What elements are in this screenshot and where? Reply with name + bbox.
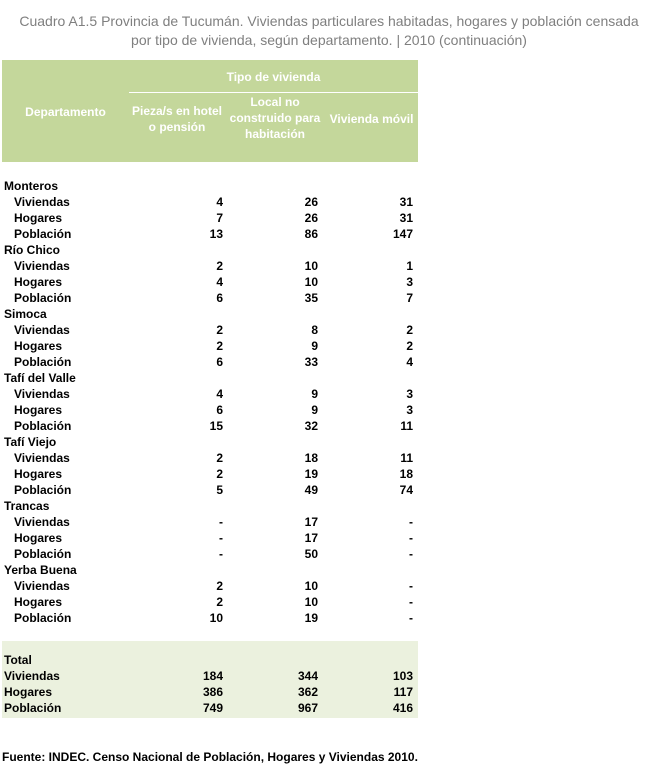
total-label: Total — [4, 653, 32, 667]
cell-value: 4 — [216, 387, 223, 401]
row-label: Viviendas — [14, 259, 70, 273]
cell-value: 17 — [304, 531, 318, 545]
title-line-1: Cuadro A1.5 Provincia de Tucumán. Viviendas particulares habitadas, hogares y población censada — [19, 13, 639, 29]
cell-value: 4 — [406, 355, 413, 369]
row-label: Hogares — [14, 211, 63, 225]
department-name: Tafí del Valle — [4, 371, 76, 385]
table-row — [2, 466, 418, 482]
cell-value: 31 — [399, 195, 413, 209]
department-name: Simoca — [4, 307, 47, 321]
cell-value: 2 — [216, 579, 223, 593]
table-row — [2, 322, 418, 338]
department-row — [2, 562, 418, 578]
cell-value: 749 — [202, 701, 223, 715]
row-label: Población — [4, 701, 62, 715]
row-label: Hogares — [4, 685, 53, 699]
cell-value: 11 — [400, 419, 413, 433]
total-header-row — [2, 652, 418, 668]
total-rows — [2, 652, 418, 716]
table-row — [2, 418, 418, 434]
table-row — [2, 226, 418, 242]
table-row — [2, 530, 418, 546]
cell-value: 416 — [392, 701, 413, 715]
row-label: Hogares — [14, 467, 63, 481]
cell-value: 10 — [304, 275, 318, 289]
cell-value: 32 — [304, 419, 318, 433]
cell-value: - — [409, 611, 413, 625]
cell-value: 2 — [406, 323, 413, 337]
cell-value: 8 — [311, 323, 318, 337]
row-label: Viviendas — [14, 451, 70, 465]
department-row — [2, 370, 418, 386]
cell-value: 10 — [209, 611, 223, 625]
department-name: Tafí Viejo — [4, 435, 57, 449]
cell-value: 2 — [216, 451, 223, 465]
cell-value: 2 — [216, 339, 223, 353]
cell-value: 2 — [216, 259, 223, 273]
total-row — [2, 668, 418, 684]
header-col-local: Local no construido para habitación — [229, 95, 321, 141]
row-label: Hogares — [14, 275, 63, 289]
cell-value: 3 — [406, 275, 413, 289]
cell-value: - — [409, 595, 413, 609]
title-line-2: por tipo de vivienda, según departamento. | 2010 (continuación) — [131, 32, 527, 48]
header-col-pieza: Pieza/s en hotel o pensión — [131, 104, 223, 134]
department-row — [2, 498, 418, 514]
row-label: Hogares — [14, 595, 63, 609]
cell-value: 184 — [202, 669, 223, 683]
cell-value: - — [219, 515, 223, 529]
department-name: Río Chico — [4, 243, 60, 257]
table-row — [2, 546, 418, 562]
cell-value: 33 — [304, 355, 318, 369]
header-group-label: Tipo de vivienda — [226, 70, 321, 84]
cell-value: 19 — [304, 611, 318, 625]
cell-value: 2 — [216, 595, 223, 609]
cell-value: 26 — [304, 211, 318, 225]
table-row — [2, 402, 418, 418]
cell-value: 49 — [304, 483, 318, 497]
table-row — [2, 274, 418, 290]
header-departamento: Departamento — [25, 105, 106, 119]
cell-value: 117 — [393, 685, 413, 699]
cell-value: 9 — [311, 339, 318, 353]
cell-value: 74 — [399, 483, 413, 497]
cell-value: 6 — [216, 403, 223, 417]
cell-value: 10 — [304, 259, 318, 273]
table-header — [2, 60, 418, 162]
cell-value: 1 — [406, 259, 413, 273]
cell-value: 10 — [304, 579, 318, 593]
cell-value: 50 — [304, 547, 318, 561]
cell-value: 4 — [216, 275, 223, 289]
cell-value: 967 — [297, 701, 318, 715]
department-row — [2, 434, 418, 450]
cell-value: 2 — [216, 467, 223, 481]
row-label: Población — [14, 355, 72, 369]
cell-value: 344 — [297, 669, 318, 683]
department-row — [2, 178, 418, 194]
table-row — [2, 386, 418, 402]
cell-value: 31 — [399, 211, 413, 225]
row-label: Población — [14, 483, 72, 497]
table-row — [2, 354, 418, 370]
table-title — [0, 12, 658, 50]
table-row — [2, 482, 418, 498]
total-row — [2, 700, 418, 716]
table-row — [2, 194, 418, 210]
row-label: Viviendas — [4, 669, 60, 683]
cell-value: 362 — [297, 685, 318, 699]
table-row — [2, 338, 418, 354]
table-row — [2, 578, 418, 594]
table-row — [2, 514, 418, 530]
cell-value: 17 — [304, 515, 318, 529]
cell-value: 13 — [209, 227, 223, 241]
cell-value: 5 — [216, 483, 223, 497]
cell-value: 103 — [392, 669, 413, 683]
department-name: Yerba Buena — [4, 563, 77, 577]
table-row — [2, 594, 418, 610]
cell-value: 2 — [216, 323, 223, 337]
cell-value: 26 — [304, 195, 318, 209]
cell-value: 35 — [304, 291, 318, 305]
department-row — [2, 306, 418, 322]
row-label: Hogares — [14, 339, 63, 353]
cell-value: 386 — [202, 685, 223, 699]
table-row — [2, 450, 418, 466]
cell-value: 3 — [406, 387, 413, 401]
row-label: Hogares — [14, 403, 63, 417]
header-col-movil: Vivienda móvil — [329, 112, 414, 126]
row-label: Población — [14, 611, 72, 625]
table-row — [2, 610, 418, 626]
cell-value: 7 — [216, 211, 223, 225]
cell-value: 9 — [311, 403, 318, 417]
cell-value: 9 — [311, 387, 318, 401]
row-label: Población — [14, 291, 72, 305]
cell-value: 11 — [400, 451, 413, 465]
cell-value: 15 — [209, 419, 223, 433]
row-label: Viviendas — [14, 323, 70, 337]
cell-value: - — [409, 547, 413, 561]
cell-value: 147 — [392, 227, 413, 241]
row-label: Viviendas — [14, 387, 70, 401]
table-row — [2, 258, 418, 274]
row-label: Población — [14, 547, 72, 561]
cell-value: 18 — [304, 451, 318, 465]
cell-value: 4 — [216, 195, 223, 209]
department-name: Trancas — [4, 499, 50, 513]
cell-value: 3 — [406, 403, 413, 417]
department-name: Monteros — [4, 179, 58, 193]
cell-value: 2 — [406, 339, 413, 353]
row-label: Población — [14, 419, 72, 433]
row-label: Viviendas — [14, 579, 70, 593]
row-label: Viviendas — [14, 195, 70, 209]
table-body — [2, 178, 418, 626]
row-label: Viviendas — [14, 515, 70, 529]
cell-value: 6 — [216, 355, 223, 369]
cell-value: - — [409, 515, 413, 529]
source-note: Fuente: INDEC. Censo Nacional de Población, Hogares y Viviendas 2010. — [2, 750, 418, 764]
cell-value: 18 — [399, 467, 413, 481]
cell-value: 10 — [304, 595, 318, 609]
cell-value: - — [219, 531, 223, 545]
cell-value: 86 — [304, 227, 318, 241]
cell-value: - — [409, 531, 413, 545]
row-label: Hogares — [14, 531, 63, 545]
cell-value: 6 — [216, 291, 223, 305]
department-row — [2, 242, 418, 258]
total-row — [2, 684, 418, 700]
cell-value: 7 — [406, 291, 413, 305]
cell-value: - — [409, 579, 413, 593]
header-divider — [129, 92, 418, 93]
table-row — [2, 290, 418, 306]
row-label: Población — [14, 227, 72, 241]
cell-value: - — [219, 547, 223, 561]
cell-value: 19 — [304, 467, 318, 481]
table-row — [2, 210, 418, 226]
